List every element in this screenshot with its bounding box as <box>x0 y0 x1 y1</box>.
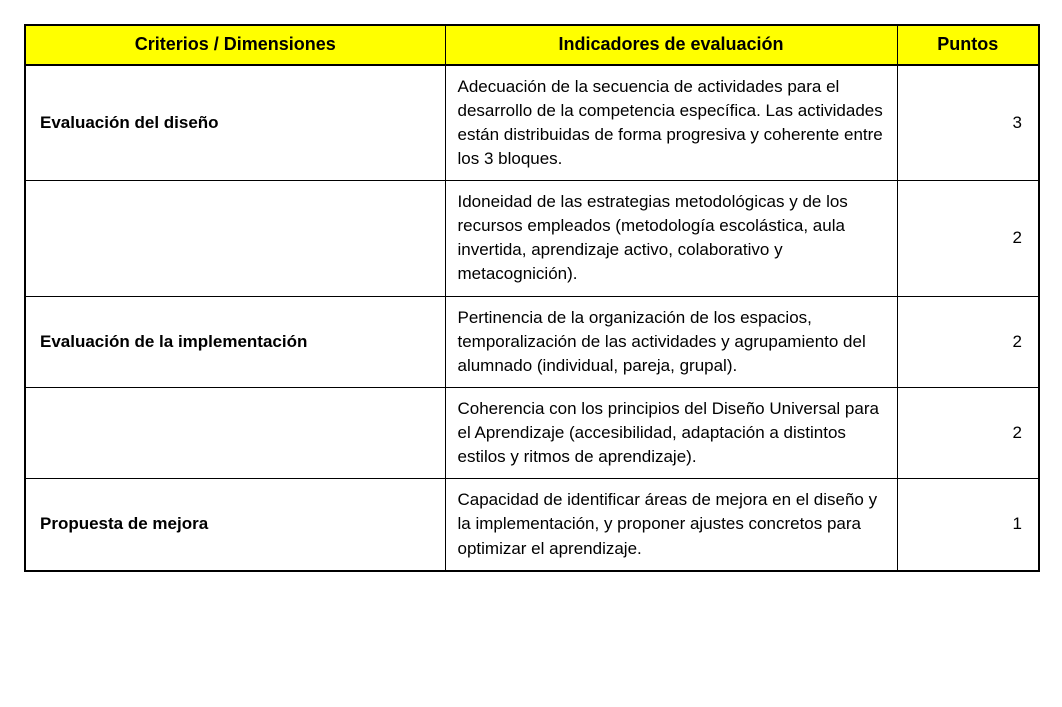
table-header-row <box>25 25 1039 65</box>
cell-indicator: Adecuación de la secuencia de actividades para el desarrollo de la competencia específica. Las actividades están distribuidas de forma progresiva y coherente entre los 3 bloques. <box>445 65 897 181</box>
cell-points: 3 <box>897 65 1039 181</box>
cell-indicator: Capacidad de identificar áreas de mejora en el diseño y la implementación, y proponer ajustes concretos para optimizar el aprendizaje. <box>445 479 897 571</box>
table-row <box>25 296 1039 387</box>
cell-indicator: Pertinencia de la organización de los espacios, temporalización de las actividades y agrupamiento del alumnado (individual, pareja, grupal). <box>445 296 897 387</box>
cell-points: 2 <box>897 181 1039 297</box>
table-row <box>25 181 1039 297</box>
column-header-points: Puntos <box>897 25 1039 65</box>
table-header <box>25 25 1039 65</box>
cell-points: 2 <box>897 387 1039 478</box>
table-row <box>25 479 1039 571</box>
column-header-criteria: Criterios / Dimensiones <box>25 25 445 65</box>
evaluation-rubric-table <box>24 24 1040 572</box>
cell-criteria: Evaluación del diseño <box>25 65 445 181</box>
table-body <box>25 65 1039 571</box>
table-row <box>25 387 1039 478</box>
cell-criteria: Evaluación de la implementación <box>25 296 445 387</box>
cell-indicator: Coherencia con los principios del Diseño Universal para el Aprendizaje (accesibilidad, adaptación a distintos estilos y ritmos de aprendizaje). <box>445 387 897 478</box>
column-header-indicator: Indicadores de evaluación <box>445 25 897 65</box>
table-row <box>25 65 1039 181</box>
cell-indicator: Idoneidad de las estrategias metodológicas y de los recursos empleados (metodología escolástica, aula invertida, aprendizaje activo, colaborativo y metacognición). <box>445 181 897 297</box>
cell-criteria <box>25 387 445 478</box>
cell-criteria: Propuesta de mejora <box>25 479 445 571</box>
cell-points: 2 <box>897 296 1039 387</box>
cell-criteria <box>25 181 445 297</box>
cell-points: 1 <box>897 479 1039 571</box>
